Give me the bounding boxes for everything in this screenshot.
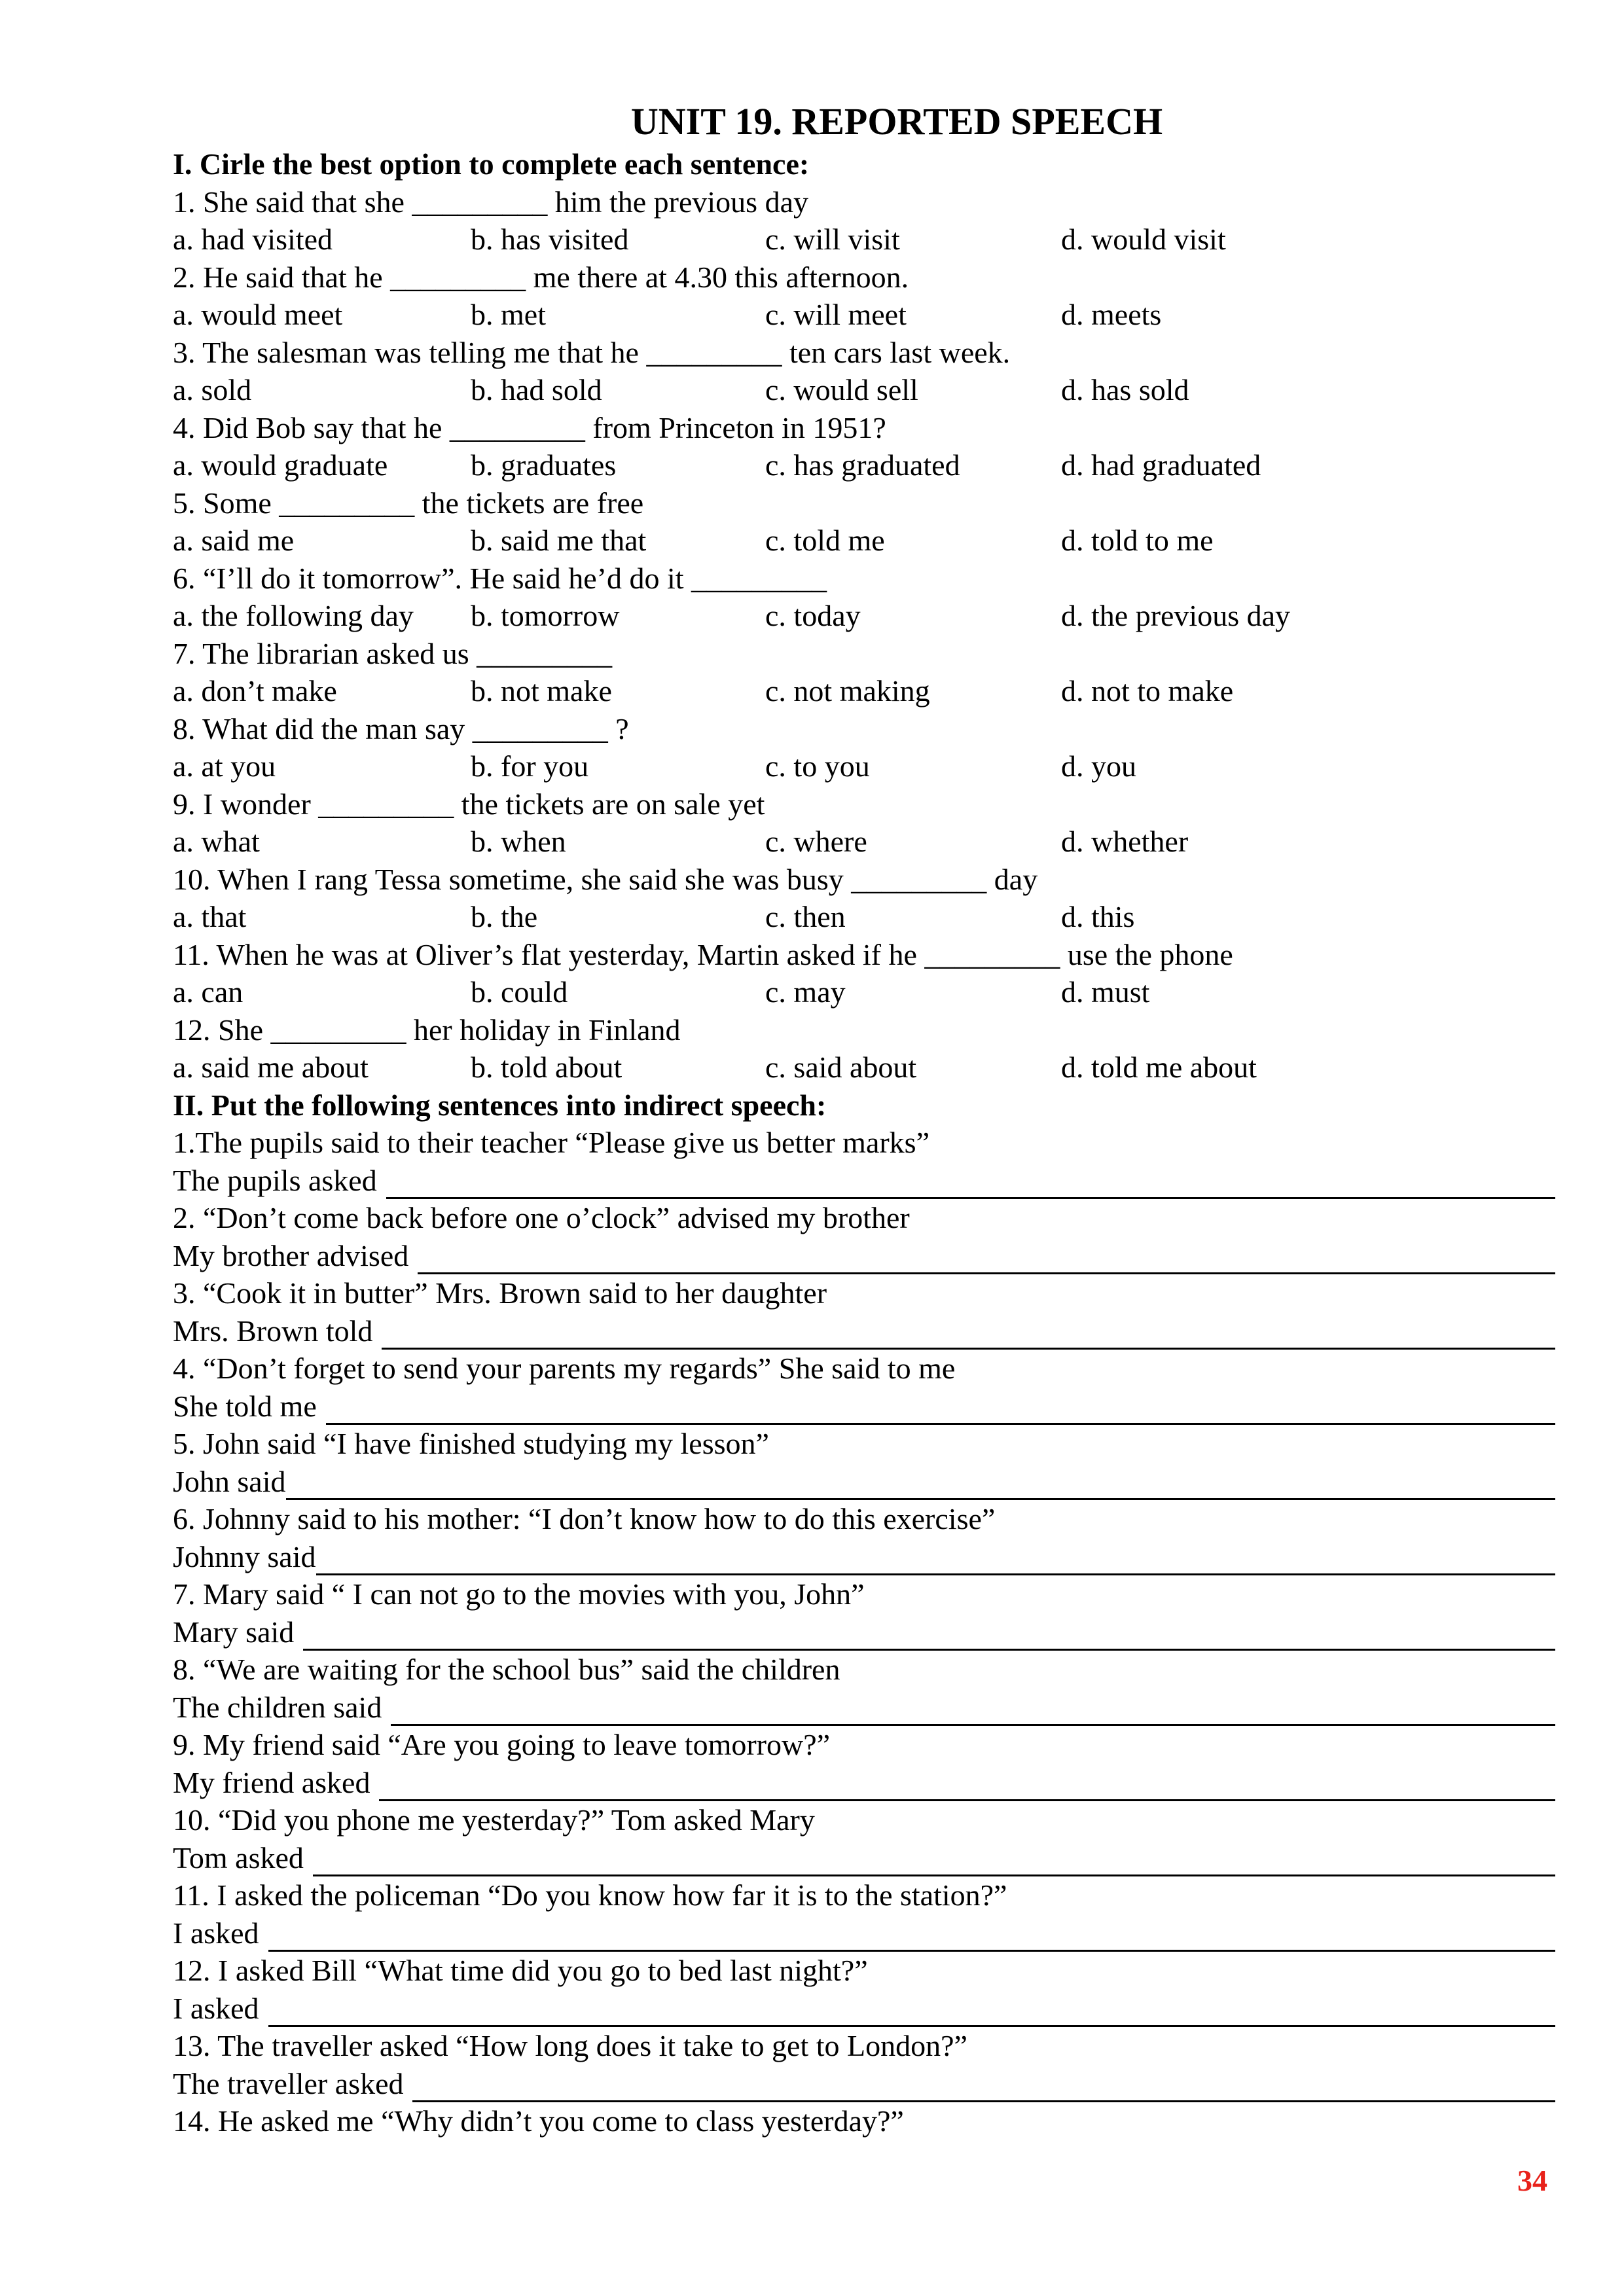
answer-blank[interactable] <box>313 1846 1555 1876</box>
option-c[interactable]: c. not making <box>765 674 930 708</box>
option-c[interactable]: c. told me <box>765 524 885 557</box>
option-a[interactable]: a. the following day <box>173 599 414 632</box>
option-b[interactable]: b. could <box>471 975 568 1009</box>
answer-blank[interactable] <box>286 1469 1556 1500</box>
option-a[interactable]: a. can <box>173 975 244 1009</box>
section-1-questions <box>173 183 1555 1086</box>
question-6-options <box>173 597 1555 635</box>
answer-blank[interactable] <box>382 1319 1555 1350</box>
option-b[interactable]: b. the <box>471 900 538 933</box>
sentence-1: 1.The pupils said to their teacher “Please give us better marks” <box>173 1126 929 1159</box>
question-2-options <box>173 296 1555 334</box>
question-5-options <box>173 522 1555 560</box>
option-a[interactable]: a. that <box>173 900 247 933</box>
option-d[interactable]: d. had graduated <box>1061 448 1261 482</box>
answer-lead: Johnny said <box>173 1539 316 1573</box>
option-c[interactable]: c. then <box>765 900 846 933</box>
answer-line-10[interactable] <box>173 1839 1555 1877</box>
option-d[interactable]: d. must <box>1061 975 1150 1009</box>
option-b[interactable]: b. told about <box>471 1050 623 1084</box>
worksheet-page <box>173 98 1555 2140</box>
option-a[interactable]: a. at you <box>173 749 276 783</box>
option-d[interactable]: d. this <box>1061 900 1135 933</box>
question-8-options <box>173 747 1555 785</box>
answer-blank[interactable] <box>391 1695 1555 1726</box>
option-b[interactable]: b. had sold <box>471 373 602 406</box>
question-10: 10. When I rang Tessa sometime, she said she was busy _________ day <box>173 862 1038 896</box>
option-d[interactable]: d. you <box>1061 749 1136 783</box>
answer-line-7[interactable] <box>173 1613 1555 1651</box>
question-4: 4. Did Bob say that he _________ from Princeton in 1951? <box>173 410 886 444</box>
answer-lead: The children said <box>173 1690 382 1724</box>
question-11-options <box>173 973 1555 1011</box>
sentence-13: 13. The traveller asked “How long does it take to get to London?” <box>173 2029 967 2062</box>
option-a[interactable]: a. said me <box>173 524 295 557</box>
sentence-11: 11. I asked the policeman “Do you know how far it is to the station?” <box>173 1878 1007 1912</box>
answer-line-13[interactable] <box>173 2065 1555 2103</box>
option-d[interactable]: d. has sold <box>1061 373 1189 406</box>
sentence-3: 3. “Cook it in butter” Mrs. Brown said to her daughter <box>173 1276 827 1310</box>
option-c[interactable]: c. where <box>765 825 867 858</box>
answer-blank[interactable] <box>326 1394 1555 1425</box>
option-a[interactable]: a. sold <box>173 373 252 406</box>
option-d[interactable]: d. told to me <box>1061 524 1214 557</box>
option-a[interactable]: a. don’t make <box>173 674 337 708</box>
option-b[interactable]: b. for you <box>471 749 589 783</box>
answer-blank[interactable] <box>303 1620 1555 1651</box>
answer-blank[interactable] <box>316 1545 1556 1575</box>
answer-line-5[interactable] <box>173 1463 1555 1501</box>
answer-line-4[interactable] <box>173 1388 1555 1426</box>
answer-line-2[interactable] <box>173 1237 1555 1275</box>
question-7: 7. The librarian asked us _________ <box>173 636 613 670</box>
question-5: 5. Some _________ the tickets are free <box>173 486 644 520</box>
answer-line-8[interactable] <box>173 1689 1555 1727</box>
answer-blank[interactable] <box>418 1244 1555 1274</box>
sentence-7: 7. Mary said “ I can not go to the movies with you, John” <box>173 1577 865 1611</box>
option-a[interactable]: a. would graduate <box>173 448 388 482</box>
answer-lead: Mrs. Brown told <box>173 1314 373 1348</box>
section-2-items <box>173 1124 1555 2140</box>
answer-blank[interactable] <box>386 1168 1555 1199</box>
question-3-options <box>173 371 1555 409</box>
answer-lead: Mary said <box>173 1615 295 1649</box>
sentence-9: 9. My friend said “Are you going to leave tomorrow?” <box>173 1728 831 1761</box>
option-b[interactable]: b. when <box>471 825 566 858</box>
option-c[interactable]: c. will meet <box>765 298 907 331</box>
option-b[interactable]: b. graduates <box>471 448 617 482</box>
option-c[interactable]: c. has graduated <box>765 448 960 482</box>
sentence-4: 4. “Don’t forget to send your parents my regards” She said to me <box>173 1352 956 1385</box>
page-title: UNIT 19. REPORTED SPEECH <box>630 100 1163 143</box>
answer-line-3[interactable] <box>173 1312 1555 1350</box>
sentence-2: 2. “Don’t come back before one o’clock” advised my brother <box>173 1201 910 1234</box>
answer-lead: Tom asked <box>173 1840 304 1874</box>
option-d[interactable]: d. whether <box>1061 825 1189 858</box>
question-1: 1. She said that she _________ him the previous day <box>173 185 808 219</box>
sentence-8: 8. “We are waiting for the school bus” said the children <box>173 1653 840 1686</box>
answer-blank[interactable] <box>379 1770 1555 1801</box>
question-1-options <box>173 221 1555 259</box>
sentence-5: 5. John said “I have finished studying my lesson” <box>173 1427 769 1460</box>
option-d[interactable]: d. meets <box>1061 298 1162 331</box>
question-4-options <box>173 446 1555 484</box>
answer-lead: My brother advised <box>173 1238 409 1272</box>
question-6: 6. “I’ll do it tomorrow”. He said he’d do it _________ <box>173 561 827 595</box>
question-11: 11. When he was at Oliver’s flat yesterday, Martin asked if he _________ use the phone <box>173 937 1233 971</box>
answer-line-9[interactable] <box>173 1764 1555 1802</box>
option-a[interactable]: a. had visited <box>173 223 333 256</box>
option-c[interactable]: c. said about <box>765 1050 917 1084</box>
option-b[interactable]: b. said me that <box>471 524 647 557</box>
answer-blank[interactable] <box>412 2072 1555 2102</box>
option-a[interactable]: a. what <box>173 825 260 858</box>
option-c[interactable]: c. to you <box>765 749 870 783</box>
sentence-6: 6. Johnny said to his mother: “I don’t know how to do this exercise” <box>173 1502 996 1535</box>
answer-lead: The pupils asked <box>173 1163 377 1197</box>
answer-lead: I asked <box>173 1916 259 1950</box>
option-d[interactable]: d. the previous day <box>1061 599 1291 632</box>
section-2-heading: II. Put the following sentences into indirect speech: <box>173 1088 827 1122</box>
question-8: 8. What did the man say _________ ? <box>173 711 629 745</box>
question-10-options <box>173 898 1555 936</box>
page-number: 34 <box>1517 2164 1547 2197</box>
option-b[interactable]: b. tomorrow <box>471 599 620 632</box>
answer-lead: John said <box>173 1464 286 1498</box>
question-7-options <box>173 672 1555 710</box>
sentence-12: 12. I asked Bill “What time did you go to bed last night?” <box>173 1954 868 1987</box>
answer-blank[interactable] <box>268 1921 1555 1952</box>
option-c[interactable]: c. may <box>765 975 846 1009</box>
option-a[interactable]: a. would meet <box>173 298 343 331</box>
answer-lead: She told me <box>173 1389 317 1423</box>
option-d[interactable]: d. told me about <box>1061 1050 1257 1084</box>
answer-lead: My friend asked <box>173 1765 370 1799</box>
option-b[interactable]: b. met <box>471 298 546 331</box>
option-b[interactable]: b. has visited <box>471 223 629 256</box>
question-12-options <box>173 1049 1555 1086</box>
answer-line-11[interactable] <box>173 1914 1555 1952</box>
option-d[interactable]: d. would visit <box>1061 223 1226 256</box>
answer-line-6[interactable] <box>173 1538 1555 1576</box>
answer-lead: The traveller asked <box>173 2066 404 2100</box>
answer-blank[interactable] <box>268 1996 1555 2027</box>
question-2: 2. He said that he _________ me there at 4.30 this afternoon. <box>173 260 909 294</box>
answer-lead: I asked <box>173 1991 259 2025</box>
answer-line-12[interactable] <box>173 1990 1555 2028</box>
question-12: 12. She _________ her holiday in Finland <box>173 1013 681 1047</box>
option-c[interactable]: c. will visit <box>765 223 900 256</box>
sentence-10: 10. “Did you phone me yesterday?” Tom asked Mary <box>173 1803 815 1837</box>
question-9-options <box>173 823 1555 861</box>
question-9: 9. I wonder _________ the tickets are on sale yet <box>173 787 765 821</box>
option-c[interactable]: c. would sell <box>765 373 918 406</box>
option-b[interactable]: b. not make <box>471 674 612 708</box>
option-a[interactable]: a. said me about <box>173 1050 369 1084</box>
option-d[interactable]: d. not to make <box>1061 674 1234 708</box>
section-1-heading: I. Cirle the best option to complete each sentence: <box>173 147 810 181</box>
option-c[interactable]: c. today <box>765 599 861 632</box>
answer-line-1[interactable] <box>173 1162 1555 1200</box>
question-3: 3. The salesman was telling me that he _________ ten cars last week. <box>173 335 1011 369</box>
sentence-14: 14. He asked me “Why didn’t you come to class yesterday?” <box>173 2104 904 2138</box>
